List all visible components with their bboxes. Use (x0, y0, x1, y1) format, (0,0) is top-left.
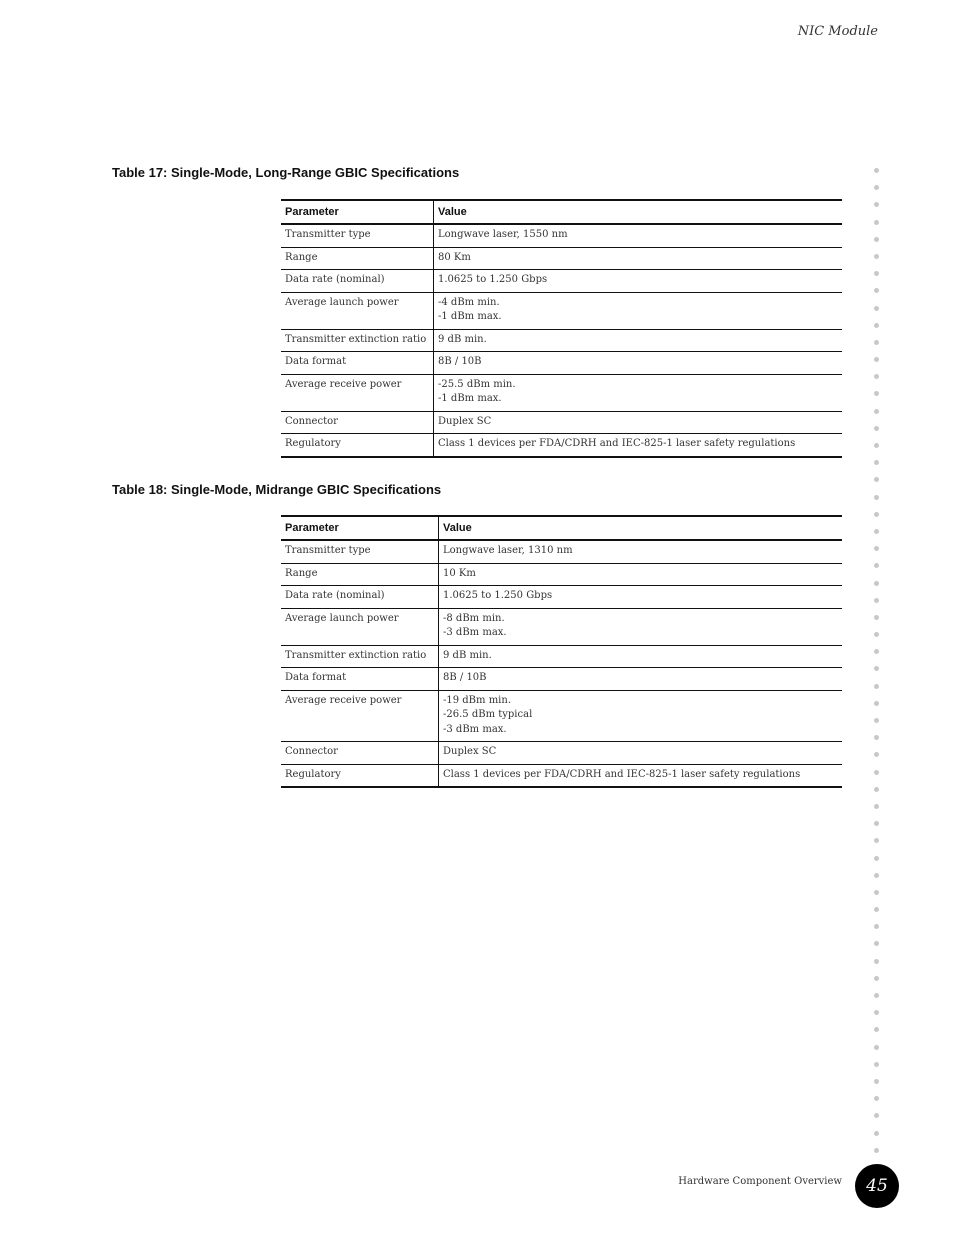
margin-dot (874, 529, 879, 534)
parameter-cell: Transmitter type (281, 224, 434, 247)
margin-dot (874, 701, 879, 706)
margin-dot (874, 632, 879, 637)
table-18-body (281, 540, 842, 787)
column-header-value: Value (439, 516, 843, 540)
table-row (281, 742, 842, 765)
page-number: 45 (866, 1176, 888, 1196)
value-cell: 9 dB min. (439, 645, 843, 668)
margin-dot (874, 787, 879, 792)
margin-dot (874, 873, 879, 878)
table-row (281, 224, 842, 247)
parameter-cell: Regulatory (281, 764, 439, 787)
value-cell: 1.0625 to 1.250 Gbps (439, 586, 843, 609)
table-row (281, 563, 842, 586)
value-cell: Longwave laser, 1550 nm (434, 224, 843, 247)
value-cell: 8B / 10B (439, 668, 843, 691)
margin-dot (874, 1027, 879, 1032)
value-cell: -8 dBm min. -3 dBm max. (439, 608, 843, 645)
margin-dot (874, 357, 879, 362)
margin-dot (874, 306, 879, 311)
margin-dot (874, 254, 879, 259)
parameter-cell: Average launch power (281, 292, 434, 329)
value-cell: 8B / 10B (434, 352, 843, 375)
margin-dot (874, 185, 879, 190)
table-row (281, 247, 842, 270)
margin-dot (874, 941, 879, 946)
margin-dot (874, 993, 879, 998)
table-row (281, 690, 842, 742)
margin-dot (874, 443, 879, 448)
table-header-row (281, 516, 842, 540)
margin-dot (874, 1148, 879, 1153)
column-header-parameter: Parameter (281, 200, 434, 224)
table-row (281, 608, 842, 645)
margin-dot (874, 615, 879, 620)
margin-dot (874, 168, 879, 173)
table-17-caption: Table 17: Single-Mode, Long-Range GBIC Specifications (112, 165, 460, 180)
margin-dot (874, 907, 879, 912)
running-header: NIC Module (797, 24, 878, 39)
parameter-cell: Connector (281, 411, 434, 434)
margin-dot (874, 220, 879, 225)
value-cell: Longwave laser, 1310 nm (439, 540, 843, 563)
margin-dot (874, 1096, 879, 1101)
table-row (281, 270, 842, 293)
value-cell: 80 Km (434, 247, 843, 270)
table-18-caption: Table 18: Single-Mode, Midrange GBIC Specifications (112, 482, 442, 497)
table-header-row (281, 200, 842, 224)
table-row (281, 434, 842, 457)
parameter-cell: Range (281, 247, 434, 270)
value-cell: 10 Km (439, 563, 843, 586)
margin-dot (874, 581, 879, 586)
parameter-cell: Data format (281, 352, 434, 375)
value-cell: Duplex SC (434, 411, 843, 434)
value-cell: -25.5 dBm min. -1 dBm max. (434, 374, 843, 411)
parameter-cell: Data rate (nominal) (281, 270, 434, 293)
parameter-cell: Average launch power (281, 608, 439, 645)
margin-dot (874, 924, 879, 929)
margin-dot (874, 804, 879, 809)
margin-dot (874, 495, 879, 500)
table-row (281, 540, 842, 563)
table-row (281, 411, 842, 434)
value-cell: Class 1 devices per FDA/CDRH and IEC-825-1 laser safety regulations (439, 764, 843, 787)
table-row (281, 329, 842, 352)
table-row (281, 645, 842, 668)
table-row (281, 586, 842, 609)
table-row (281, 374, 842, 411)
table-row (281, 292, 842, 329)
footer-chapter-title: Hardware Component Overview (678, 1176, 842, 1187)
margin-dot (874, 409, 879, 414)
margin-dot (874, 391, 879, 396)
margin-dot-rule (874, 168, 880, 1182)
parameter-cell: Data format (281, 668, 439, 691)
page-number-badge (855, 1164, 899, 1208)
margin-dot (874, 512, 879, 517)
margin-dot (874, 563, 879, 568)
value-cell: -4 dBm min. -1 dBm max. (434, 292, 843, 329)
parameter-cell: Average receive power (281, 374, 434, 411)
value-cell: 1.0625 to 1.250 Gbps (434, 270, 843, 293)
parameter-cell: Connector (281, 742, 439, 765)
margin-dot (874, 735, 879, 740)
margin-dot (874, 1079, 879, 1084)
parameter-cell: Transmitter extinction ratio (281, 645, 439, 668)
margin-dot (874, 323, 879, 328)
margin-dot (874, 752, 879, 757)
margin-dot (874, 288, 879, 293)
value-cell: Duplex SC (439, 742, 843, 765)
margin-dot (874, 684, 879, 689)
table-row (281, 668, 842, 691)
column-header-parameter: Parameter (281, 516, 439, 540)
parameter-cell: Transmitter type (281, 540, 439, 563)
table-row (281, 764, 842, 787)
parameter-cell: Regulatory (281, 434, 434, 457)
margin-dot (874, 1131, 879, 1136)
table-18 (281, 515, 842, 788)
margin-dot (874, 821, 879, 826)
parameter-cell: Range (281, 563, 439, 586)
margin-dot (874, 426, 879, 431)
margin-dot (874, 649, 879, 654)
margin-dot (874, 770, 879, 775)
table-17-body (281, 224, 842, 457)
margin-dot (874, 1062, 879, 1067)
margin-dot (874, 959, 879, 964)
margin-dot (874, 1010, 879, 1015)
margin-dot (874, 546, 879, 551)
margin-dot (874, 666, 879, 671)
margin-dot (874, 718, 879, 723)
margin-dot (874, 202, 879, 207)
margin-dot (874, 598, 879, 603)
margin-dot (874, 890, 879, 895)
column-header-value: Value (434, 200, 843, 224)
margin-dot (874, 477, 879, 482)
value-cell: Class 1 devices per FDA/CDRH and IEC-825-1 laser safety regulations (434, 434, 843, 457)
margin-dot (874, 976, 879, 981)
value-cell: 9 dB min. (434, 329, 843, 352)
margin-dot (874, 374, 879, 379)
margin-dot (874, 340, 879, 345)
margin-dot (874, 1045, 879, 1050)
margin-dot (874, 838, 879, 843)
margin-dot (874, 237, 879, 242)
table-17 (281, 199, 842, 458)
parameter-cell: Data rate (nominal) (281, 586, 439, 609)
margin-dot (874, 1113, 879, 1118)
margin-dot (874, 856, 879, 861)
margin-dot (874, 271, 879, 276)
value-cell: -19 dBm min. -26.5 dBm typical -3 dBm max. (439, 690, 843, 742)
parameter-cell: Average receive power (281, 690, 439, 742)
margin-dot (874, 460, 879, 465)
table-row (281, 352, 842, 375)
parameter-cell: Transmitter extinction ratio (281, 329, 434, 352)
